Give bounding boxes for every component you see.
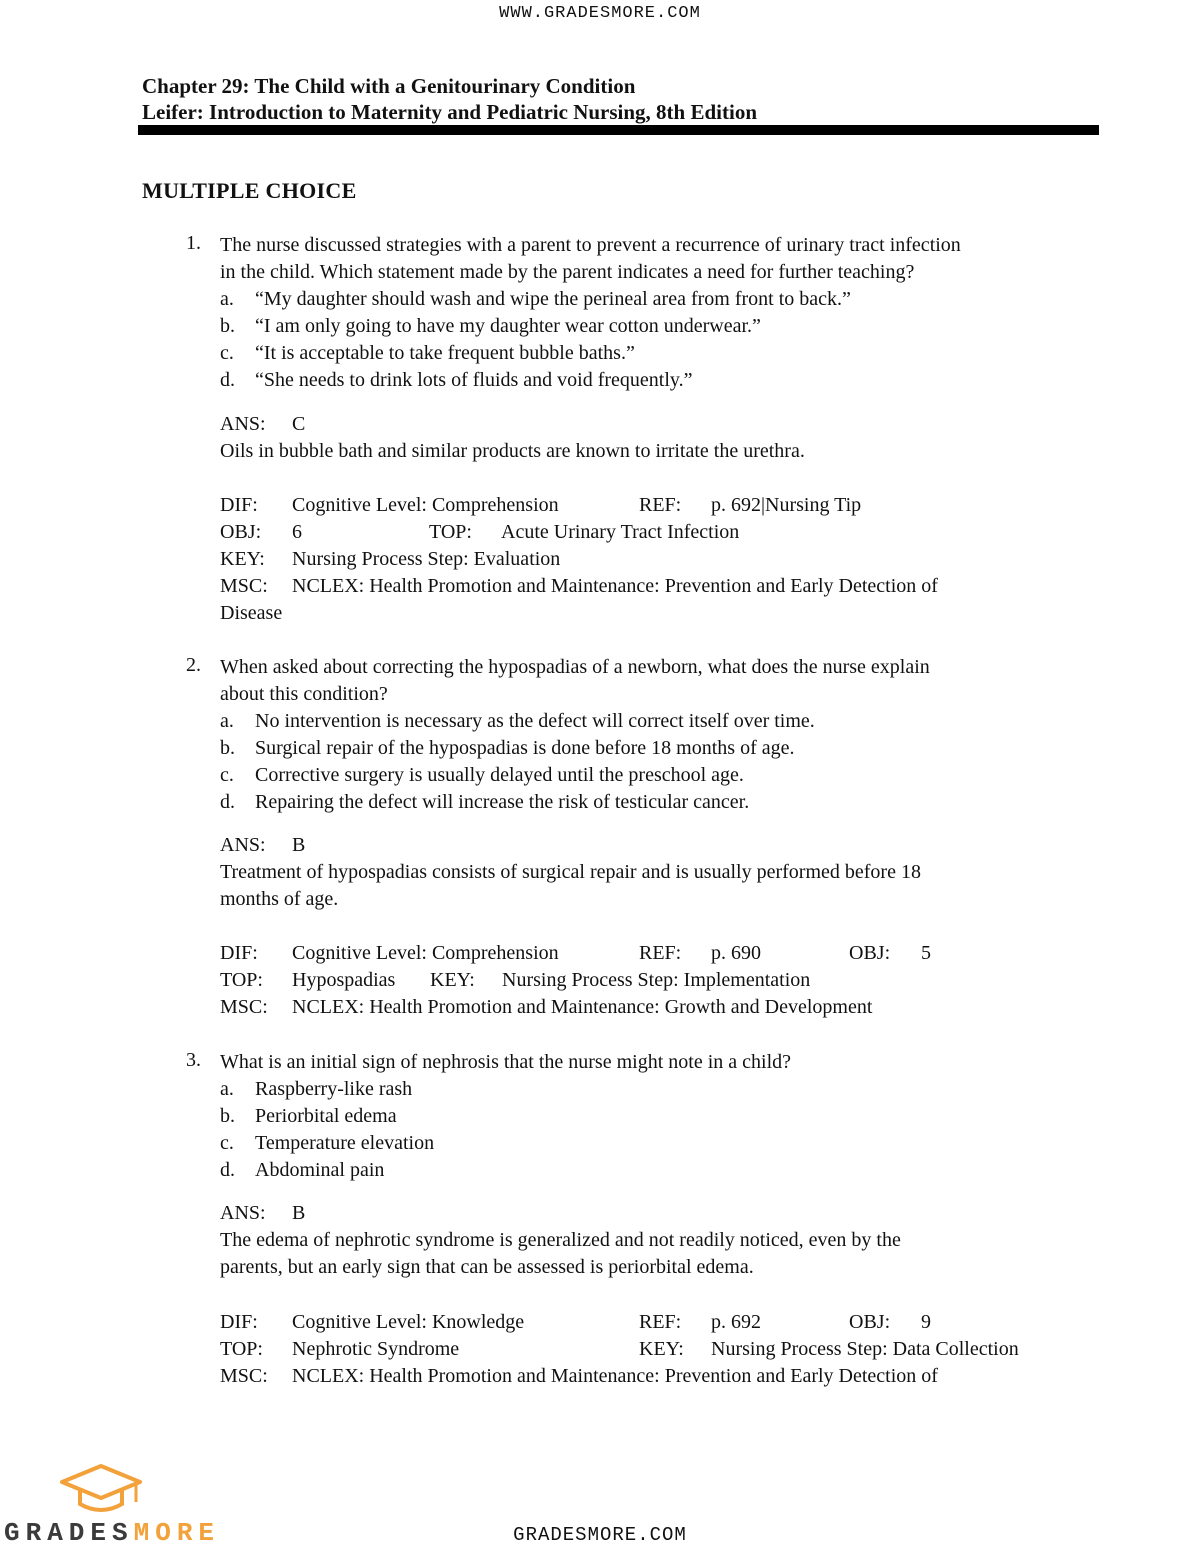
question-stem: What is an initial sign of nephrosis that the nurse might note in a child? <box>220 1051 791 1073</box>
meta-row <box>220 940 931 967</box>
key-label: KEY: <box>220 548 265 570</box>
top-label: TOP: <box>429 521 472 543</box>
answer-value: B <box>292 834 306 856</box>
key-value: Nursing Process Step: Evaluation <box>292 548 561 570</box>
msc-value: NCLEX: Health Promotion and Maintenance: Prevention and Early Detection of <box>292 1365 938 1387</box>
option-letter: c. <box>220 1132 234 1154</box>
meta-row <box>220 994 872 1021</box>
option-a <box>220 1076 412 1103</box>
answer-value: C <box>292 413 306 435</box>
option-letter: d. <box>220 1159 235 1181</box>
option-text: “It is acceptable to take frequent bubble baths.” <box>255 342 635 364</box>
answer <box>220 1200 305 1227</box>
answer <box>220 832 305 859</box>
graduation-cap-icon <box>58 1462 144 1516</box>
logo-text-grades: GRADES <box>4 1518 134 1548</box>
option-d <box>220 1157 384 1184</box>
msc-label: MSC: <box>220 1365 268 1387</box>
option-c <box>220 340 635 367</box>
option-letter: d. <box>220 791 235 813</box>
top-value: Nephrotic Syndrome <box>292 1338 460 1360</box>
option-text: Abdominal pain <box>255 1159 385 1181</box>
msc-value: NCLEX: Health Promotion and Maintenance: Growth and Development <box>292 996 873 1018</box>
meta-row <box>220 573 938 600</box>
option-text: Repairing the defect will increase the risk of testicular cancer. <box>255 791 750 813</box>
option-text: “I am only going to have my daughter wear cotton underwear.” <box>255 315 761 337</box>
obj-value: 5 <box>921 942 931 964</box>
option-d <box>220 789 749 816</box>
key-value: Nursing Process Step: Data Collection <box>711 1338 1019 1360</box>
ref-value: p. 692|Nursing Tip <box>711 494 862 516</box>
option-text: Corrective surgery is usually delayed until the preschool age. <box>255 764 744 786</box>
option-a <box>220 708 815 735</box>
option-text: Temperature elevation <box>255 1132 435 1154</box>
option-letter: a. <box>220 710 234 732</box>
meta-row <box>220 519 739 546</box>
section-heading: MULTIPLE CHOICE <box>142 178 357 203</box>
meta-row <box>220 1336 1019 1363</box>
option-b <box>220 313 761 340</box>
key-value: Nursing Process Step: Implementation <box>502 969 811 991</box>
question-stem: The nurse discussed strategies with a parent to prevent a recurrence of urinary tract infection <box>220 234 961 256</box>
option-c <box>220 1130 434 1157</box>
ref-value: p. 690 <box>711 942 761 964</box>
answer-label: ANS: <box>220 834 266 856</box>
question-stem: When asked about correcting the hypospadias of a newborn, what does the nurse explain <box>220 656 930 678</box>
logo-text-more: MORE <box>133 1518 221 1548</box>
msc-label: MSC: <box>220 996 268 1018</box>
chapter-title: Chapter 29: The Child with a Genitourinary Condition <box>142 74 636 98</box>
dif-label: DIF: <box>220 494 258 516</box>
option-letter: b. <box>220 1105 235 1127</box>
answer-label: ANS: <box>220 1202 266 1224</box>
option-letter: c. <box>220 764 234 786</box>
answer-label: ANS: <box>220 413 266 435</box>
option-b <box>220 735 795 762</box>
option-d <box>220 367 693 394</box>
top-value: Acute Urinary Tract Infection <box>501 521 740 543</box>
option-text: Raspberry-like rash <box>255 1078 413 1100</box>
option-text: No intervention is necessary as the defect will correct itself over time. <box>255 710 815 732</box>
rationale: parents, but an early sign that can be assessed is periorbital edema. <box>220 1256 754 1278</box>
question-stem: about this condition? <box>220 683 388 705</box>
option-letter: d. <box>220 369 235 391</box>
rationale: The edema of nephrotic syndrome is generalized and not readily noticed, even by the <box>220 1229 901 1251</box>
question-number: 1. <box>186 232 201 254</box>
question-stem: in the child. Which statement made by the parent indicates a need for further teaching? <box>220 261 915 283</box>
option-b <box>220 1103 397 1130</box>
title-rule <box>138 125 1099 135</box>
obj-label: OBJ: <box>220 521 262 543</box>
answer-value: B <box>292 1202 306 1224</box>
top-value: Hypospadias <box>292 969 396 991</box>
obj-label: OBJ: <box>849 1311 891 1333</box>
book-title: Leifer: Introduction to Maternity and Pediatric Nursing, 8th Edition <box>142 100 758 124</box>
rationale: months of age. <box>220 888 339 910</box>
option-letter: a. <box>220 288 234 310</box>
option-text: “She needs to drink lots of fluids and void frequently.” <box>255 369 693 391</box>
msc-value: NCLEX: Health Promotion and Maintenance: Prevention and Early Detection of <box>292 575 938 597</box>
ref-label: REF: <box>639 942 682 964</box>
option-letter: a. <box>220 1078 234 1100</box>
ref-label: REF: <box>639 1311 682 1333</box>
dif-label: DIF: <box>220 1311 258 1333</box>
question-number: 3. <box>186 1049 201 1071</box>
rationale: Treatment of hypospadias consists of surgical repair and is usually performed before 18 <box>220 861 921 883</box>
ref-value: p. 692 <box>711 1311 761 1333</box>
dif-label: DIF: <box>220 942 258 964</box>
option-text: Periorbital edema <box>255 1105 397 1127</box>
key-label: KEY: <box>639 1338 684 1360</box>
meta-row <box>220 967 810 994</box>
meta-row <box>220 1309 931 1336</box>
obj-label: OBJ: <box>849 942 891 964</box>
option-c <box>220 762 744 789</box>
option-letter: c. <box>220 342 234 364</box>
option-text: Surgical repair of the hypospadias is done before 18 months of age. <box>255 737 795 759</box>
obj-value: 9 <box>921 1311 931 1333</box>
meta-row <box>220 546 560 573</box>
rationale: Oils in bubble bath and similar products are known to irritate the urethra. <box>220 440 805 462</box>
ref-label: REF: <box>639 494 682 516</box>
key-label: KEY: <box>430 969 475 991</box>
msc-label: MSC: <box>220 575 268 597</box>
answer <box>220 411 305 438</box>
dif-value: Cognitive Level: Comprehension <box>292 942 559 964</box>
header-url: WWW.GRADESMORE.COM <box>499 4 701 23</box>
option-letter: b. <box>220 737 235 759</box>
option-a <box>220 286 851 313</box>
obj-value: 6 <box>292 521 302 543</box>
option-text: “My daughter should wash and wipe the perineal area from front to back.” <box>255 288 851 310</box>
msc-continued: Disease <box>220 602 283 624</box>
dif-value: Cognitive Level: Knowledge <box>292 1311 525 1333</box>
dif-value: Cognitive Level: Comprehension <box>292 494 559 516</box>
top-label: TOP: <box>220 1338 263 1360</box>
option-letter: b. <box>220 315 235 337</box>
meta-row <box>220 492 861 519</box>
meta-row <box>220 1363 938 1390</box>
top-label: TOP: <box>220 969 263 991</box>
footer-url: GRADESMORE.COM <box>513 1524 687 1546</box>
question-number: 2. <box>186 654 201 676</box>
